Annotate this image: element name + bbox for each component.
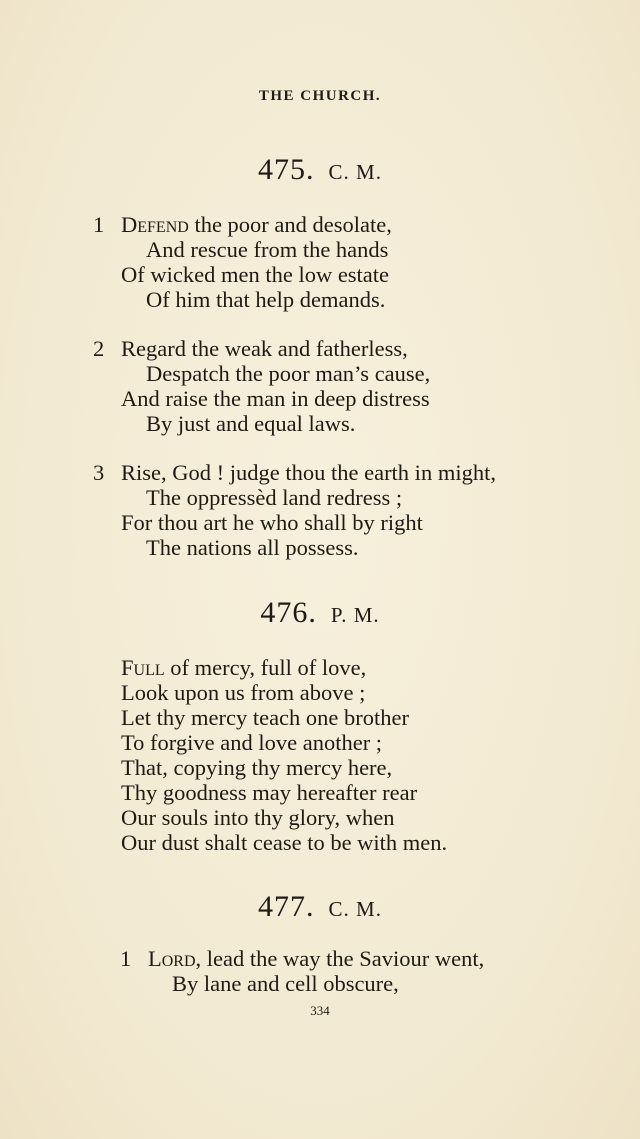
hymn-meter: P. M. <box>330 603 380 627</box>
verse-line-text: the poor and desolate, <box>188 212 392 237</box>
verse-line: Our dust shalt cease to be with men. <box>121 830 448 855</box>
hymn-meter: C. M. <box>328 897 382 921</box>
verse-number: 1 <box>93 212 105 237</box>
page-number: 334 <box>310 1003 330 1018</box>
verse-lead-word: Full <box>121 655 165 680</box>
verse-number: 1 <box>120 946 132 971</box>
hymn-number: 475. <box>258 153 315 186</box>
verse-line: Look upon us from above ; <box>121 680 366 705</box>
verse-line <box>148 946 484 971</box>
hymn-475-heading <box>0 153 640 187</box>
verse-line: Regard the weak and fatherless, <box>121 336 408 361</box>
hymn-number: 477. <box>258 890 315 923</box>
verse-line-text: , lead the way the Saviour went, <box>195 946 485 971</box>
verse-line: Our souls into thy glory, when <box>121 805 395 830</box>
verse-line: Rise, God ! judge thou the earth in might, <box>121 460 496 485</box>
verse-line: By lane and cell obscure, <box>172 971 399 996</box>
hymn-476-heading <box>0 596 640 630</box>
verse-line: Of him that help demands. <box>146 287 386 312</box>
verse-line: By just and equal laws. <box>146 411 356 436</box>
verse-line: Despatch the poor man’s cause, <box>146 361 431 386</box>
verse-line: Of wicked men the low estate <box>121 262 390 287</box>
verse-number: 2 <box>93 336 105 361</box>
verse-line: The nations all possess. <box>146 535 359 560</box>
verse-line: The oppressèd land redress ; <box>146 485 403 510</box>
verse-line: Let thy mercy teach one brother <box>121 705 409 730</box>
hymn-number: 476. <box>260 596 317 629</box>
verse-line: For thou art he who shall by right <box>121 510 423 535</box>
hymn-477-heading <box>0 890 640 924</box>
verse-line-text: of mercy, full of love, <box>164 655 367 680</box>
verse-line <box>121 212 392 237</box>
verse-lead-word: Defend <box>121 212 189 237</box>
verse-line: That, copying thy mercy here, <box>121 755 393 780</box>
running-head: THE CHURCH. <box>258 88 382 104</box>
verse-number: 3 <box>93 460 105 485</box>
verse-line: And raise the man in deep distress <box>121 386 430 411</box>
hymn-meter: C. M. <box>328 160 382 184</box>
verse-line: And rescue from the hands <box>146 237 389 262</box>
verse-line: Thy goodness may hereafter rear <box>121 780 418 805</box>
verse-lead-word: Lord <box>148 946 196 971</box>
verse-line <box>121 655 366 680</box>
verse-line: To forgive and love another ; <box>121 730 383 755</box>
